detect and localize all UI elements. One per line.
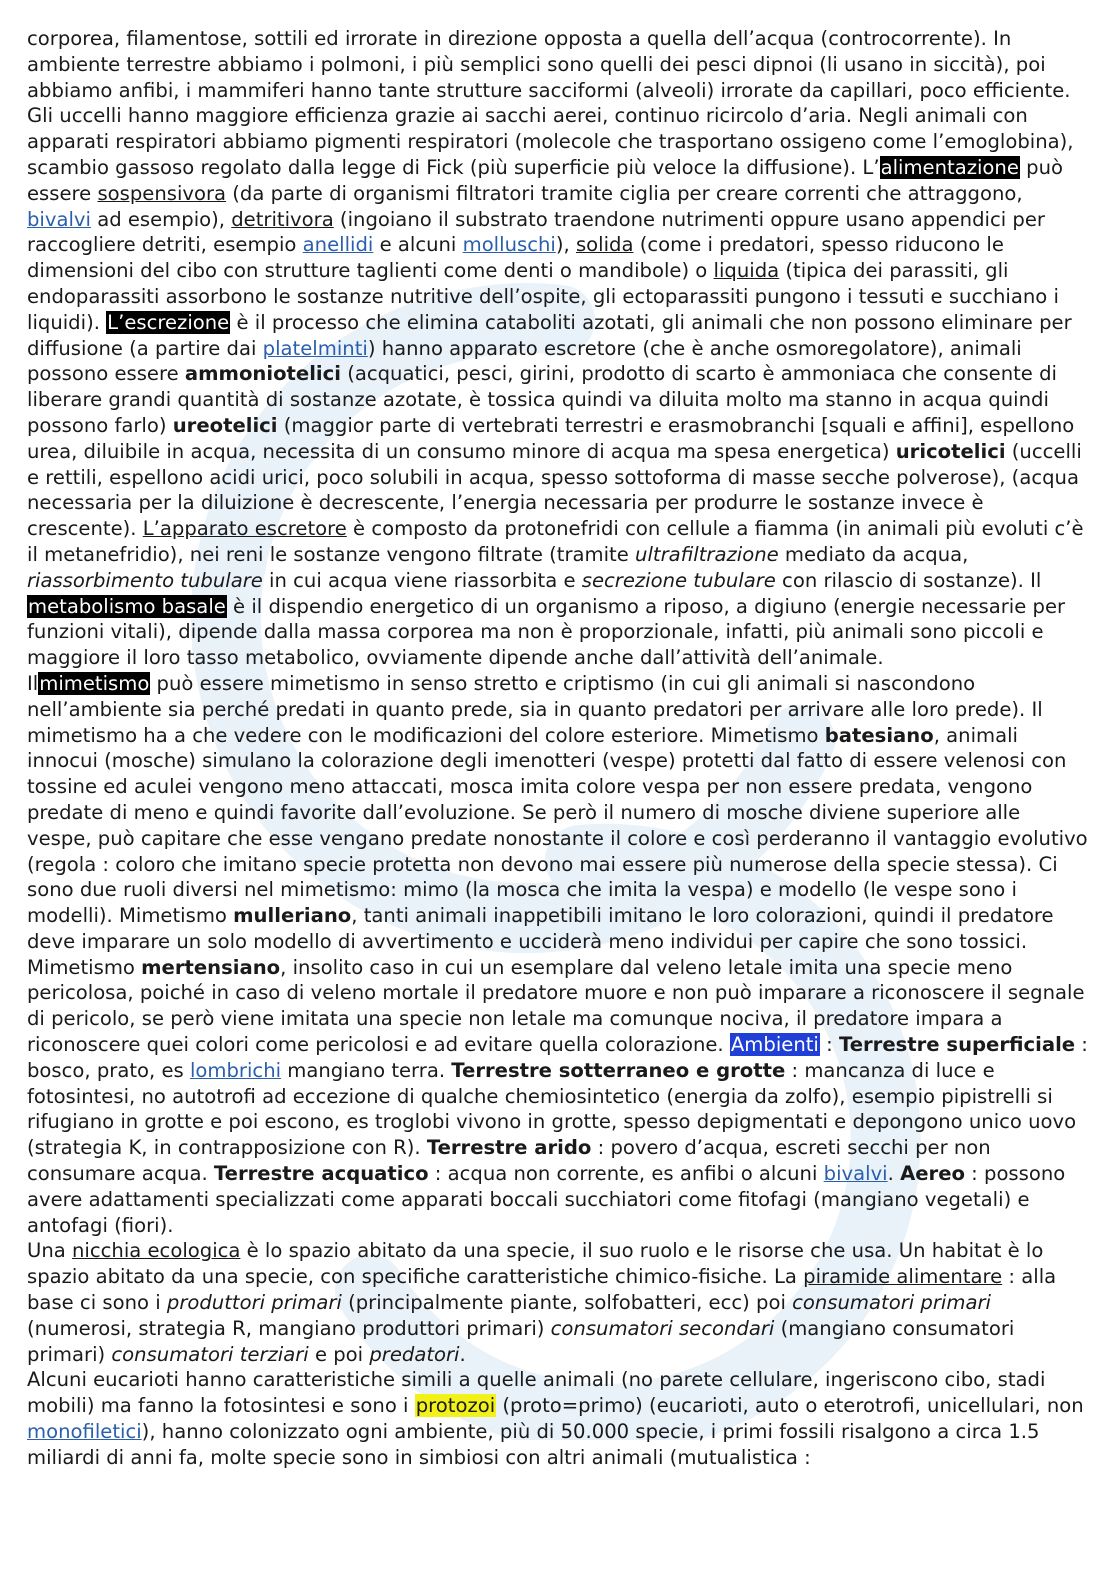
paragraph-nicchia-ecologica: Una nicchia ecologica è lo spazio abitato da una specie, il suo ruolo e le risorse che usa. Un habitat è lo spazio abitato da una specie, con specifiche caratteristiche chimico-fisiche. La piramide alimentare : alla base ci sono i produttori primari (principalmente piante, solfobatteri, ecc) poi consumatori primari (numerosi, strategia R, mangiano produttori primari) consumatori secondari (mangiano consumatori primari) consumatori terziari e poi predatori. — [27, 1239, 1057, 1366]
term-ultrafiltrazione: ultrafiltrazione — [635, 542, 779, 566]
term-liquida: liquida — [713, 259, 780, 283]
term-aereo: Aereo — [900, 1162, 965, 1186]
term-consumatori-terziari: consumatori terziari — [111, 1342, 309, 1366]
term-mertensiano: mertensiano — [141, 955, 281, 979]
term-solida: solida — [575, 233, 634, 257]
highlight-ambienti: Ambienti — [730, 1033, 819, 1057]
term-ureotelici: ureotelici — [172, 413, 278, 437]
term-nicchia-ecologica: nicchia ecologica — [72, 1239, 241, 1263]
paragraph-protozoi: Alcuni eucarioti hanno caratteristiche simili a quelle animali (no parete cellulare, ingeriscono cibo, stadi mobili) ma fanno la fotosintesi e sono i protozoi (proto=primo) (eucarioti, auto o eterotrofi, unicellulari, non monofiletici), hanno colonizzato ogni ambiente, più di 50.000 specie, i primi fossili risalgono a circa 1.5 miliardi di anni fa, molte specie sono in simbiosi con altri animali (mutualistica : — [27, 1368, 1084, 1469]
link-lombrichi[interactable]: lombrichi — [189, 1058, 282, 1082]
term-consumatori-primari: consumatori primari — [792, 1291, 991, 1315]
term-terrestre-superficiale: Terrestre superficiale — [838, 1033, 1076, 1057]
highlight-metabolismo-basale: metabolismo basale — [28, 594, 226, 618]
term-piramide-alimentare: piramide alimentare — [803, 1265, 1003, 1289]
highlight-alimentazione: alimentazione — [880, 155, 1019, 179]
link-molluschi[interactable]: molluschi — [462, 233, 556, 257]
link-platelminti[interactable]: platelminti — [262, 336, 368, 360]
term-terrestre-acquatico: Terrestre acquatico — [213, 1162, 429, 1186]
link-bivalvi[interactable]: bivalvi — [27, 207, 91, 231]
term-consumatori-secondari: consumatori secondari — [550, 1316, 775, 1340]
term-ammoniotelici: ammoniotelici — [184, 362, 341, 386]
highlight-mimetismo: mimetismo — [39, 671, 150, 695]
term-terrestre-sotterraneo: Terrestre sotterraneo e grotte — [451, 1058, 786, 1082]
document-page — [27, 26, 1089, 1471]
paragraph-mimetismo-ambienti: Ilmimetismo può essere mimetismo in senso stretto e criptismo (in cui gli animali si nascondono nell’ambiente sia perché predati in quanto prede, sia in quanto predatori per arrivare alle loro prede). Il mimetismo ha a che vedere con le modificazioni del colore esteriore. Mimetismo batesiano, animali innocui (mosche) simulano la colorazione degli imenotteri (vespe) protetti dal fatto di essere velenosi con tossine ed aculei vengono meno attaccati, mosca imita colore vespa per non essere predata, vengono predate di meno e quindi favorite dall’evoluzione. Se però il numero di mosche diviene superiore alle vespe, può capitare che esse vengano predate nonostante il colore e così perderanno il vantaggio evolutivo (regola : coloro che imitano specie protetta non devono mai essere più numerose della specie stessa). Ci sono due ruoli diversi nel mimetismo: mimo (la mosca che imita la vespa) e modello (le vespe sono i modelli). Mimetismo mulleriano, tanti animali inappetibili imitano le loro colorazioni, quindi il predatore deve imparare un solo modello di avvertimento e ucciderà meno individui per capire che sono tossici. Mimetismo mertensiano, insolito caso in cui un esemplare dal veleno letale imita una specie meno pericolosa, poiché in caso di veleno mortale il predatore muore e non può imparare a riconoscere il segnale di pericolo, se però viene imitata una specie non letale ma comunque nociva, il predatore impara a riconoscere quei colori come pericolosi e ad evitare quella colorazione. Ambienti : Terrestre superficiale : bosco, prato, es lombrichi mangiano terra. Terrestre sotterraneo e grotte : mancanza di luce e fotosintesi, no autotrofi ad eccezione di qualche chemiosintetico (energia da zolfo), esempio pipistrelli si rifugiano in grotte e poi escono, es troglobi vivono in grotte, spesso depigmentati e depongono unico uovo (strategia K, in contrapposizione con R). Terrestre arido : povero d’acqua, escreti secchi per non consumare acqua. Terrestre acquatico : acqua non corrente, es anfibi o alcuni bivalvi. Aereo : possono avere adattamenti specializzati come apparati boccali succhiatori come fitofagi (mangiano vegetali) e antofagi (fiori). — [27, 671, 1088, 1237]
term-produttori-primari: produttori primari — [166, 1291, 342, 1315]
link-bivalvi-2[interactable]: bivalvi — [823, 1162, 888, 1186]
term-secrezione: secrezione tubulare — [581, 568, 776, 592]
term-riassorbimento: riassorbimento tubulare — [27, 568, 263, 592]
link-monofiletici[interactable]: monofiletici — [27, 1420, 142, 1444]
highlight-escrezione: L’escrezione — [107, 310, 230, 334]
term-sospensivora: sospensivora — [97, 181, 227, 205]
term-mulleriano: mulleriano — [233, 904, 352, 928]
paragraph-respirazione-alimentazione-escrezione: corporea, filamentose, sottili ed irrorate in direzione opposta a quella dell’acqua (controcorrente). In ambiente terrestre abbiamo i polmoni, i più semplici sono quelli dei pesci dipnoi (li usano in siccità), poi abbiamo anfibi, i mammiferi hanno tante strutture sacciformi (alveoli) irrorate da capillari, poco efficiente. Gli uccelli hanno maggiore efficienza grazie ai sacchi aerei, continuo ricircolo d’aria. Negli animali con apparati respiratori abbiamo pigmenti respiratori (molecole che trasportano ossigeno come l’emoglobina), scambio gassoso regolato dalla legge di Fick (più superficie più veloce la diffusione). L’alimentazione può essere sospensivora (da parte di organismi filtratori tramite ciglia per creare correnti che attraggono, bivalvi ad esempio), detritivora (ingoiano il substrato traendone nutrimenti oppure usano appendici per raccogliere detriti, esempio anellidi e alcuni molluschi), solida (come i predatori, spesso riducono le dimensioni del cibo con strutture taglienti come denti o mandibole) o liquida (tipica dei parassiti, gli endoparassiti assorbono le sostanze nutritive dell’ospite, gli ectoparassiti pungono i tessuti e succhiano i liquidi). L’escrezione è il processo che elimina cataboliti azotati, gli animali che non possono eliminare per diffusione (a partire dai platelminti) hanno apparato escretore (che è anche osmoregolatore), animali possono essere ammoniotelici (acquatici, pesci, girini, prodotto di scarto è ammoniaca che consente di liberare grandi quantità di sostanze azotate, è tossica quindi va diluita molto ma stanno in acqua quindi possono farlo) ureotelici (maggior parte di vertebrati terrestri e erasmobranchi [squali e affini], espellono urea, diluibile in acqua, necessita di un consumo minore di acqua ma spesa energetica) uricotelici (uccelli e rettili, espellono acidi urici, poco solubili in acqua, spesso sottoforma di masse secche polverose), (acqua necessaria per la diluizione è decrescente, l’energia necessaria per produrre le sostanze invece è crescente). L’apparato escretore è composto da protonefridi con cellule a fiamma (in animali più evoluti c’è il metanefridio), nei reni le sostanze vengono filtrate (tramite ultrafiltrazione mediato da acqua, riassorbimento tubulare in cui acqua viene riassorbita e secrezione tubulare con rilascio di sostanze). Il metabolismo basale è il dispendio energetico di un organismo a riposo, a digiuno (energie necessarie per funzioni vitali), dipende dalla massa corporea ma non è proporzionale, infatti, più animali sono piccoli e maggiore il loro tasso metabolico, ovviamente dipende anche dall’attività dell’animale. — [27, 27, 1084, 670]
highlight-protozoi: protozoi — [415, 1394, 496, 1418]
term-detritivora: detritivora — [231, 207, 334, 231]
term-uricotelici: uricotelici — [895, 439, 1006, 463]
term-apparato-escretore: L’apparato escretore — [142, 517, 347, 541]
link-anellidi[interactable]: anellidi — [302, 233, 374, 257]
term-batesiano: batesiano — [824, 723, 934, 747]
term-terrestre-arido: Terrestre arido — [426, 1136, 592, 1160]
term-predatori: predatori — [369, 1342, 460, 1366]
